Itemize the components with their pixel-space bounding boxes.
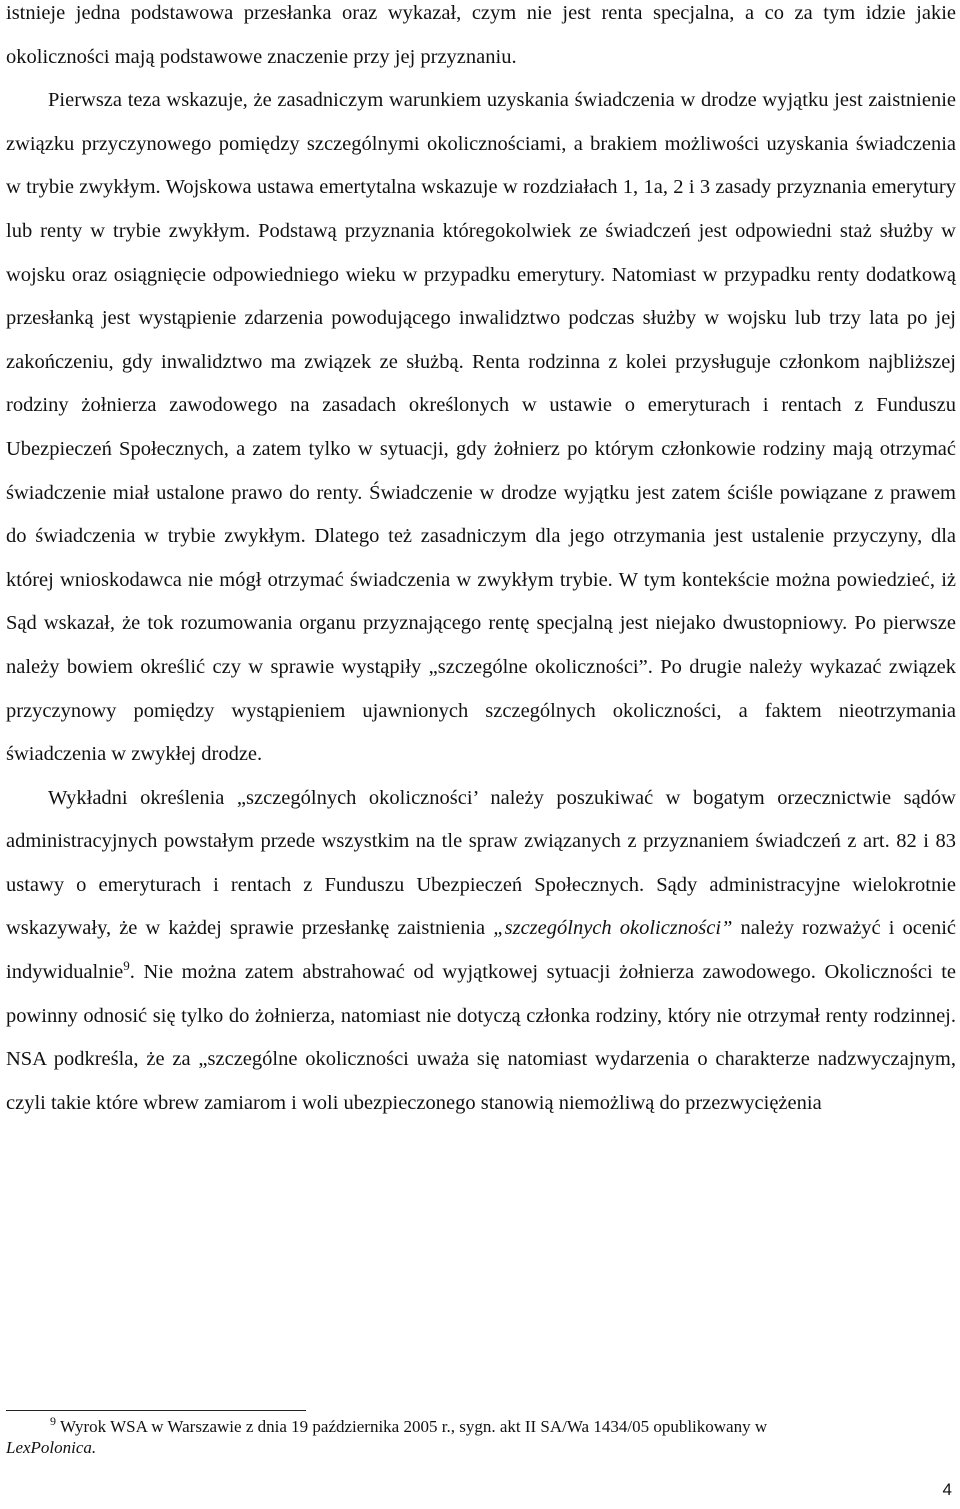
italic-phrase: „szczególnych okoliczności” bbox=[493, 917, 733, 940]
page-number: 4 bbox=[942, 1480, 952, 1499]
paragraph-text: . Nie można zatem abstrahować od wyjątkowej sytuacji żołnierza zawodowego. Okoliczności te powinny odnosić się tylko do żołnierza, natomiast nie dotyczą członka rodziny, który nie otrzymał renty rodzinnej. NSA podkreśla, że za „szczególne okoliczności uważa się natomiast wydarzenia o charakterze nadzwyczajnym, czyli takie które wbrew zamiarom i woli ubezpieczonego stanowią niemożliwą do przezwyciężenia bbox=[6, 961, 956, 1114]
paragraph-text: należy rozważyć i ocenić indywidualnie bbox=[6, 917, 956, 984]
paragraph-text: Wykładni określenia „szczególnych okoliczności’ należy poszukiwać w bogatym orzecznictwie sądów administracyjnych powstałym przede wszystkim na tle spraw związanych z przyznaniem świadczeń z art. 82 i 83 ustawy o emeryturach i rentach z Funduszu Ubezpieczeń Społecznych. Sądy administracyjne wielokrotnie wskazywały, że w każdej sprawie przesłankę zaistnienia bbox=[6, 786, 956, 940]
footnote-source: LexPolonica. bbox=[6, 1438, 97, 1457]
paragraph: Pierwsza teza wskazuje, że zasadniczym warunkiem uzyskania świadczenia w drodze wyjątku jest zaistnienie związku przyczynowego pomiędzy szczególnymi okolicznościami, a brakiem możliwości uzyskania świadczenia w trybie zwykłym. Wojskowa ustawa emertytalna wskazuje w rozdziałach 1, 1a, 2 i 3 zasady przyznania emerytury lub renty w trybie zwykłym. Podstawą przyznania któregokolwiek ze świadczeń jest odpowiedni staż służby w wojsku oraz osiągnięcie odpowiedniego wieku w przypadku emerytury. Natomiast w przypadku renty dodatkową przesłanką jest wystąpienie zdarzenia powodującego inwalidztwo podczas służby w wojsku lub trzy lata po jej zakończeniu, gdy inwalidztwo ma związek ze służbą. Renta rodzinna z kolei przysługuje członkom najbliższej rodziny żołnierza zawodowego na zasadach określonych w ustawie o emeryturach i rentach z Funduszu Ubezpieczeń Społecznych, a zatem tylko w sytuacji, gdy żołnierz po którym członkowie rodziny mają otrzymać świadczenie miał ustalone prawo do renty. Świadczenie w drodze wyjątku jest zatem ściśle powiązane z prawem do świadczenia w trybie zwykłym. Dlatego też zasadniczym dla jego otrzymania jest ustalenie przyczyny, dla której wnioskodawca nie mógł otrzymać świadczenia w zwykłym trybie. W tym kontekście można powiedzieć, iż Sąd wskazał, że tok rozumowania organu przyznającego rentę specjalną jest niejako dwustopniowy. Po pierwsze należy bowiem określić czy w sprawie wystąpiły „szczególne okoliczności”. Po drugie należy wykazać związek przyczynowy pomiędzy wystąpieniem ujawnionych szczególnych okoliczności, a faktem nieotrzymania świadczenia w zwykłej drodze. bbox=[6, 89, 956, 766]
footnote-reference: 9 bbox=[123, 958, 130, 974]
footnote-separator bbox=[6, 1410, 306, 1411]
footnote bbox=[6, 1416, 956, 1458]
footnote-number: 9 bbox=[50, 1414, 56, 1429]
footnote-text: Wyrok WSA w Warszawie z dnia 19 października 2005 r., sygn. akt II SA/Wa 1434/05 opublikowany w bbox=[60, 1417, 768, 1436]
paragraph: istnieje jedna podstawowa przesłanka oraz wykazał, czym nie jest renta specjalna, a co za tym idzie jakie okoliczności mają podstawowe znaczenie przy jej przyznaniu. bbox=[6, 2, 956, 68]
body-text bbox=[6, 0, 956, 1125]
paragraph bbox=[6, 777, 956, 1126]
